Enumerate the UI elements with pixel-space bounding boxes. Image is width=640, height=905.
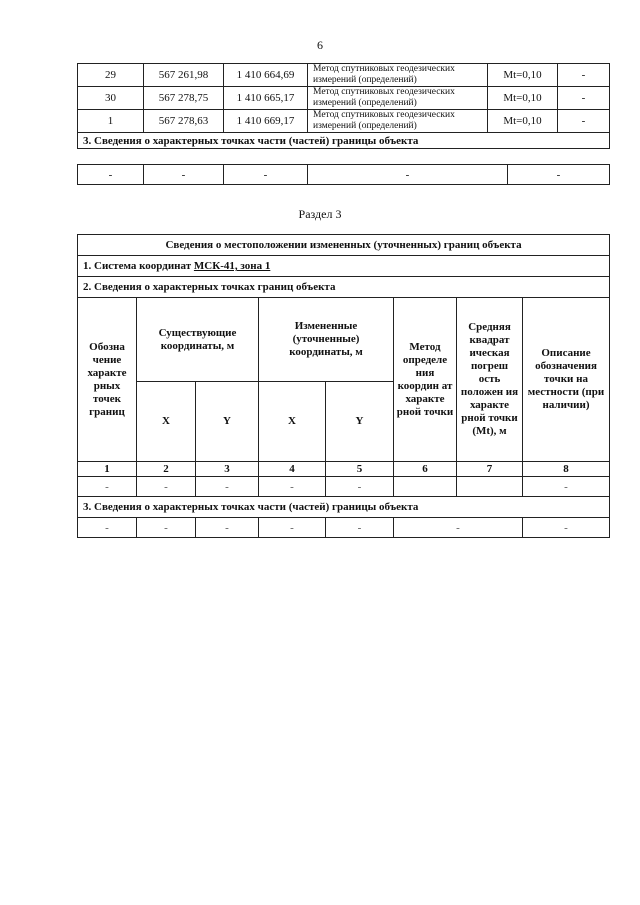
point-number: 1 (78, 110, 144, 133)
page-number: 6 (317, 38, 323, 52)
description-cell: - (558, 87, 610, 110)
column-number: 2 (137, 462, 196, 477)
dash-cell: - (523, 518, 610, 538)
x-header: X (137, 382, 196, 462)
column-number: 6 (394, 462, 457, 477)
y-header: Y (326, 382, 394, 462)
method-cell: Метод спутниковых геодезических измерений (определений) (308, 87, 488, 110)
coord-x: 567 278,75 (144, 87, 224, 110)
boundary-table (77, 234, 610, 538)
existing-coords-header: Существующие координаты, м (137, 298, 259, 382)
dash-cell: - (394, 518, 523, 538)
coordinate-system-prefix: 1. Система координат (83, 260, 194, 272)
column-number: 8 (523, 462, 610, 477)
coord-x: 567 278,63 (144, 110, 224, 133)
description-header: Описание обозначения точки на местности (при наличии) (523, 298, 610, 462)
point-number: 30 (78, 87, 144, 110)
coord-y: 1 410 669,17 (224, 110, 308, 133)
dash-cell: - (326, 518, 394, 538)
description-cell: - (558, 110, 610, 133)
dash-cell (457, 477, 523, 497)
designation-header: Обозна чение характе рных точек границ (78, 298, 137, 462)
column-number: 3 (196, 462, 259, 477)
dash-cell: - (78, 165, 144, 185)
column-number: 1 (78, 462, 137, 477)
dash-cell: - (78, 518, 137, 538)
coord-y: 1 410 664,69 (224, 64, 308, 87)
dash-cell: - (224, 165, 308, 185)
table-row (78, 165, 610, 185)
dash-cell: - (137, 518, 196, 538)
dash-cell: - (523, 477, 610, 497)
dash-cell: - (196, 518, 259, 538)
top-coordinates-table (77, 63, 610, 149)
dash-cell: - (137, 477, 196, 497)
column-number: 5 (326, 462, 394, 477)
x-header: X (259, 382, 326, 462)
dash-cell: - (326, 477, 394, 497)
table-row (78, 87, 610, 110)
accuracy-cell: Mt=0,10 (488, 110, 558, 133)
description-cell: - (558, 64, 610, 87)
table-row (78, 110, 610, 133)
point-number: 29 (78, 64, 144, 87)
points-heading: 2. Сведения о характерных точках границ объекта (78, 277, 610, 298)
dash-cell: - (259, 518, 326, 538)
table-row (78, 64, 610, 87)
dash-cell: - (196, 477, 259, 497)
accuracy-cell: Mt=0,10 (488, 87, 558, 110)
method-cell: Метод спутниковых геодезических измерений (определений) (308, 110, 488, 133)
method-header: Метод определе ния координ ат характе рной точки (394, 298, 457, 462)
accuracy-cell: Mt=0,10 (488, 64, 558, 87)
coord-x: 567 261,98 (144, 64, 224, 87)
column-number: 4 (259, 462, 326, 477)
coordinate-system (78, 256, 610, 277)
dash-cell: - (78, 477, 137, 497)
column-numbers-row (78, 462, 610, 477)
dash-cell: - (508, 165, 610, 185)
table-row (78, 518, 610, 538)
top-part-table (77, 164, 610, 185)
method-cell: Метод спутниковых геодезических измерений (определений) (308, 64, 488, 87)
coordinate-system-value: МСК-41, зона 1 (193, 260, 271, 272)
accuracy-header: Средняя квадрат ическая погреш ость положен ия характе рной точки (Mt), м (457, 298, 523, 462)
dash-cell (394, 477, 457, 497)
part-heading: 3. Сведения о характерных точках части (частей) границы объекта (78, 497, 610, 518)
dash-cell: - (259, 477, 326, 497)
section-title: Раздел 3 (298, 207, 342, 221)
coord-y: 1 410 665,17 (224, 87, 308, 110)
dash-cell: - (308, 165, 508, 185)
part-heading: 3. Сведения о характерных точках части (частей) границы объекта (78, 133, 610, 149)
dash-cell: - (144, 165, 224, 185)
table-title: Сведения о местоположении измененных (уточненных) границ объекта (78, 235, 610, 256)
y-header: Y (196, 382, 259, 462)
column-number: 7 (457, 462, 523, 477)
table-row (78, 477, 610, 497)
changed-coords-header: Измененные (уточненные) координаты, м (259, 298, 394, 382)
